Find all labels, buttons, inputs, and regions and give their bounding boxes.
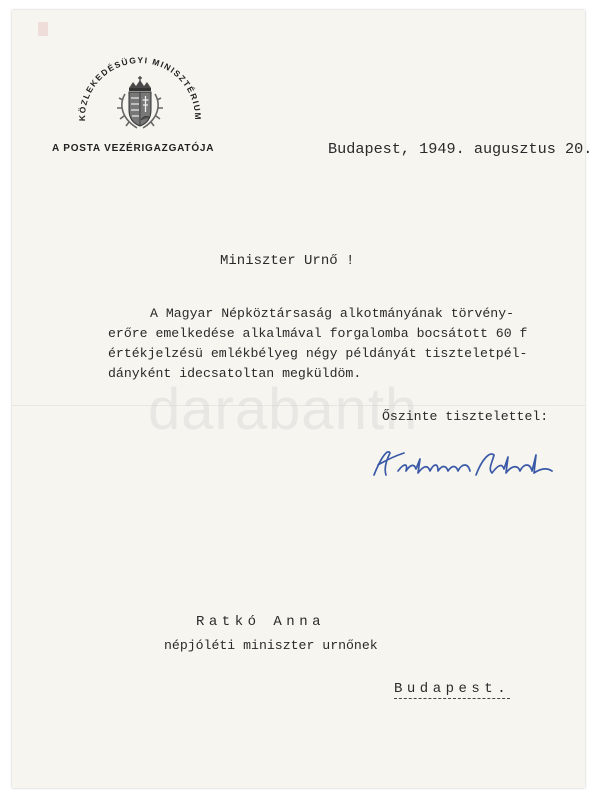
recipient-city: Budapest. [394,681,511,697]
body-line: erőre emelkedése alkalmával forgalomba bocsátott 60 f [108,326,528,341]
letter-body [108,304,528,384]
handwritten-signature [368,445,558,480]
ministry-letterhead [57,30,217,140]
crown-icon [129,76,151,91]
body-line: A Magyar Népköztársaság alkotmányának törvény- [150,306,515,321]
coat-of-arms-shield-icon [129,92,151,126]
body-line: dányként idecsatoltan megküldöm. [108,366,362,381]
ministry-emblem-icon [57,30,217,140]
letter-page [12,10,593,788]
recipient-title: népjóléti miniszter urnőnek [164,638,378,653]
letter-date: Budapest, 1949. augusztus 20. [328,140,593,158]
paper-stain [38,22,48,36]
ministry-arc-textpath: KÖZLEKEDÉSÜGYI MINISZTÉRIUM [76,54,204,122]
salutation: Miniszter Urnő ! [220,253,355,269]
signature-scribble [368,445,558,480]
closing: Őszinte tisztelettel: [382,409,549,424]
department-heading: A POSTA VEZÉRIGAZGATÓJA [52,143,215,154]
watermark: darabanth [148,377,419,442]
body-line: értékjelzésü emlékbélyeg négy példányát tiszteletpél- [108,346,528,361]
recipient-name: Ratkó Anna [196,614,326,630]
